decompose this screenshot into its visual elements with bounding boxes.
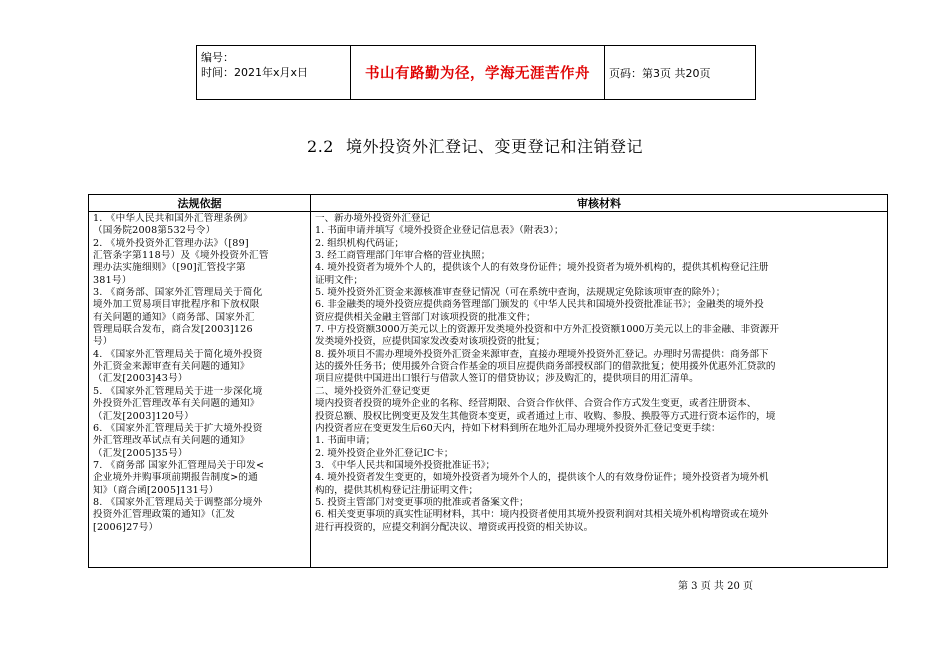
review-material-line: 2. 境外投资企业外汇登记IC卡； xyxy=(315,447,454,459)
review-material-line: 7. 中方投资额3000万美元以上的资源开发类境外投资和中方外汇投资额1000万美元以上的非金融、非资源开 xyxy=(315,324,779,336)
review-material-line: 4. 境外投资者发生变更的，如境外投资者为境外个人的，提供该个人的有效身份证件；境外投资者为境外机 xyxy=(315,472,769,484)
header-page-label: 页码：第3页 共20页 xyxy=(609,66,711,80)
review-material-line: 项目应提供中国进出口银行与借款人签订的借贷协议；涉及购汇的，提供项目的用汇清单。 xyxy=(315,373,699,385)
document-date-label: 时间：2021年x月x日 xyxy=(201,66,309,79)
review-material-line: 证明文件； xyxy=(315,274,363,286)
review-material-line: 投资总额、股权比例变更及发生其他资本变更，或者通过上市、收购、参股、换股等方式进行资本运作的，境 xyxy=(315,410,776,422)
review-material-line: 6. 相关变更事项的真实性证明材料，其中：境内投资者使用其境外投资利润对其相关境外机构增资或在境外 xyxy=(315,509,769,521)
table-body-row xyxy=(89,212,887,567)
review-material-line: 二、境外投资外汇登记变更 xyxy=(315,385,431,397)
section-title-text: 境外投资外汇登记、变更登记和注销登记 xyxy=(345,137,643,156)
review-material-line: 一、新办境外投资外汇登记 xyxy=(315,213,431,224)
review-material-line: 8. 援外项目不需办理境外投资外汇资金来源审查，直接办理境外投资外汇登记。办理时另需提供：商务部下 xyxy=(315,348,769,360)
table-header-row xyxy=(89,195,887,212)
legal-basis-line: [2006]27号） xyxy=(93,521,159,533)
document-number-label: 编号： xyxy=(201,51,234,64)
legal-basis-line: 4. 《国家外汇管理局关于简化境外投资 xyxy=(93,348,263,360)
legal-basis-line: 8. 《国家外汇管理局关于调整部分境外 xyxy=(93,496,263,508)
review-material-line: 3. 经工商管理部门年审合格的营业执照； xyxy=(315,250,491,262)
header-motto: 书山有路勤为径，学海无涯苦作舟 xyxy=(365,66,590,82)
legal-basis-line: 2. 《境外投资外汇管理办法》（[89] xyxy=(93,237,249,249)
review-material-line: 资应提供相关金融主管部门对该项投资的批准文件； xyxy=(315,311,536,323)
legal-basis-line: （国务院2008第532号令） xyxy=(93,225,216,237)
legal-basis-line: 理办法实施细则》（[90]汇管投字第 xyxy=(93,262,246,274)
review-material-line: 发类境外投资，应提供国家发改委对该项投资的批复； xyxy=(315,336,546,348)
review-material-line: 1. 书面申请并填写《境外投资企业登记信息表》（附表3）； xyxy=(315,225,564,237)
legal-basis-line: （汇发[2003]120号） xyxy=(93,410,194,422)
legal-basis-line: 7. 《商务部 国家外汇管理局关于印发< xyxy=(93,459,265,471)
legal-basis-line: 汇管条字第118号）及《境外投资外汇管 xyxy=(93,250,269,262)
review-material-line: 境内投资者投资的境外企业的名称、经营期限、合资合作伙伴、合资合作方式发生变更，或者注册资本、 xyxy=(315,398,757,410)
section-number: 2.2 xyxy=(307,137,334,156)
legal-basis-cell xyxy=(89,212,311,567)
review-material-line: 进行再投资的，应提交利润分配决议、增资或再投资的相关协议。 xyxy=(315,521,594,533)
legal-basis-line: 381号） xyxy=(93,274,132,286)
regulation-table xyxy=(88,194,888,568)
review-material-line: 4. 境外投资者为境外个人的，提供该个人的有效身份证件；境外投资者为境外机构的，提供其机构登记注册 xyxy=(315,262,769,274)
review-material-line: 内投资者应在变更发生后60天内，持如下材料到所在地外汇局办理境外投资外汇登记变更手续： xyxy=(315,422,721,434)
legal-basis-line: 有关问题的通知》（商务部、国家外汇 xyxy=(93,311,255,323)
legal-basis-line: 管理局联合发布，商合发[2003]126 xyxy=(93,324,253,336)
legal-basis-line: 投资外汇管理政策的通知》（汇发 xyxy=(93,509,236,521)
section-title xyxy=(0,134,950,157)
legal-basis-line: 3. 《商务部、国家外汇管理局关于简化 xyxy=(93,287,263,299)
review-material-line: 构的，提供其机构登记注册证明文件； xyxy=(315,484,479,496)
page-footer: 第 3 页 共 20 页 xyxy=(678,581,753,592)
review-material-line: 2. 组织机构代码证； xyxy=(315,237,404,249)
legal-basis-line: 号） xyxy=(93,336,113,348)
review-material-line: 3. 《中华人民共和国境外投资批准证书》； xyxy=(315,459,496,471)
legal-basis-header: 法规依据 xyxy=(89,195,311,211)
legal-basis-line: 外汇管理改革试点有关问题的通知》 xyxy=(93,435,250,447)
review-material-line: 6. 非金融类的境外投资应提供商务管理部门颁发的《中华人民共和国境外投资批准证书》；金融类的境外投 xyxy=(315,299,764,311)
header-meta-cell xyxy=(197,46,351,99)
review-material-line: 达的援外任务书；使用援外合资合作基金的项目应提供商务部授权部门的借款批复；使用援外优惠外汇贷款的 xyxy=(315,361,776,373)
page-header-table xyxy=(196,45,756,100)
review-materials-cell xyxy=(311,212,887,567)
header-page-cell xyxy=(605,46,755,99)
legal-basis-line: 外投资外汇管理改革有关问题的通知》 xyxy=(93,398,260,410)
legal-basis-line: （汇发[2003]43号） xyxy=(93,373,188,385)
legal-basis-line: （汇发[2005]35号） xyxy=(93,447,188,459)
legal-basis-line: 境外加工贸易项目审批程序和下放权限 xyxy=(93,299,260,311)
legal-basis-line: 外汇资金来源审查有关问题的通知》 xyxy=(93,361,250,373)
header-motto-cell xyxy=(351,46,605,99)
legal-basis-line: 6. 《国家外汇管理局关于扩大境外投资 xyxy=(93,422,263,434)
legal-basis-line: 5. 《国家外汇管理局关于进一步深化境 xyxy=(93,385,263,397)
review-material-line: 1. 书面申请； xyxy=(315,435,376,447)
legal-basis-line: 知》（商合函[2005]131号） xyxy=(93,484,219,496)
review-materials-header: 审核材料 xyxy=(577,197,621,210)
legal-basis-line: 1. 《中华人民共和国外汇管理条例》 xyxy=(93,213,253,224)
legal-basis-line: 企业境外并购事项前期报告制度>的通 xyxy=(93,472,258,484)
review-material-line: 5. 境外投资外汇资金来源核准审查登记情况（可在系统中查询，法规规定免除该项审查的除外）； xyxy=(315,287,726,299)
review-material-line: 5. 投资主管部门对变更事项的批准或者备案文件； xyxy=(315,496,529,508)
